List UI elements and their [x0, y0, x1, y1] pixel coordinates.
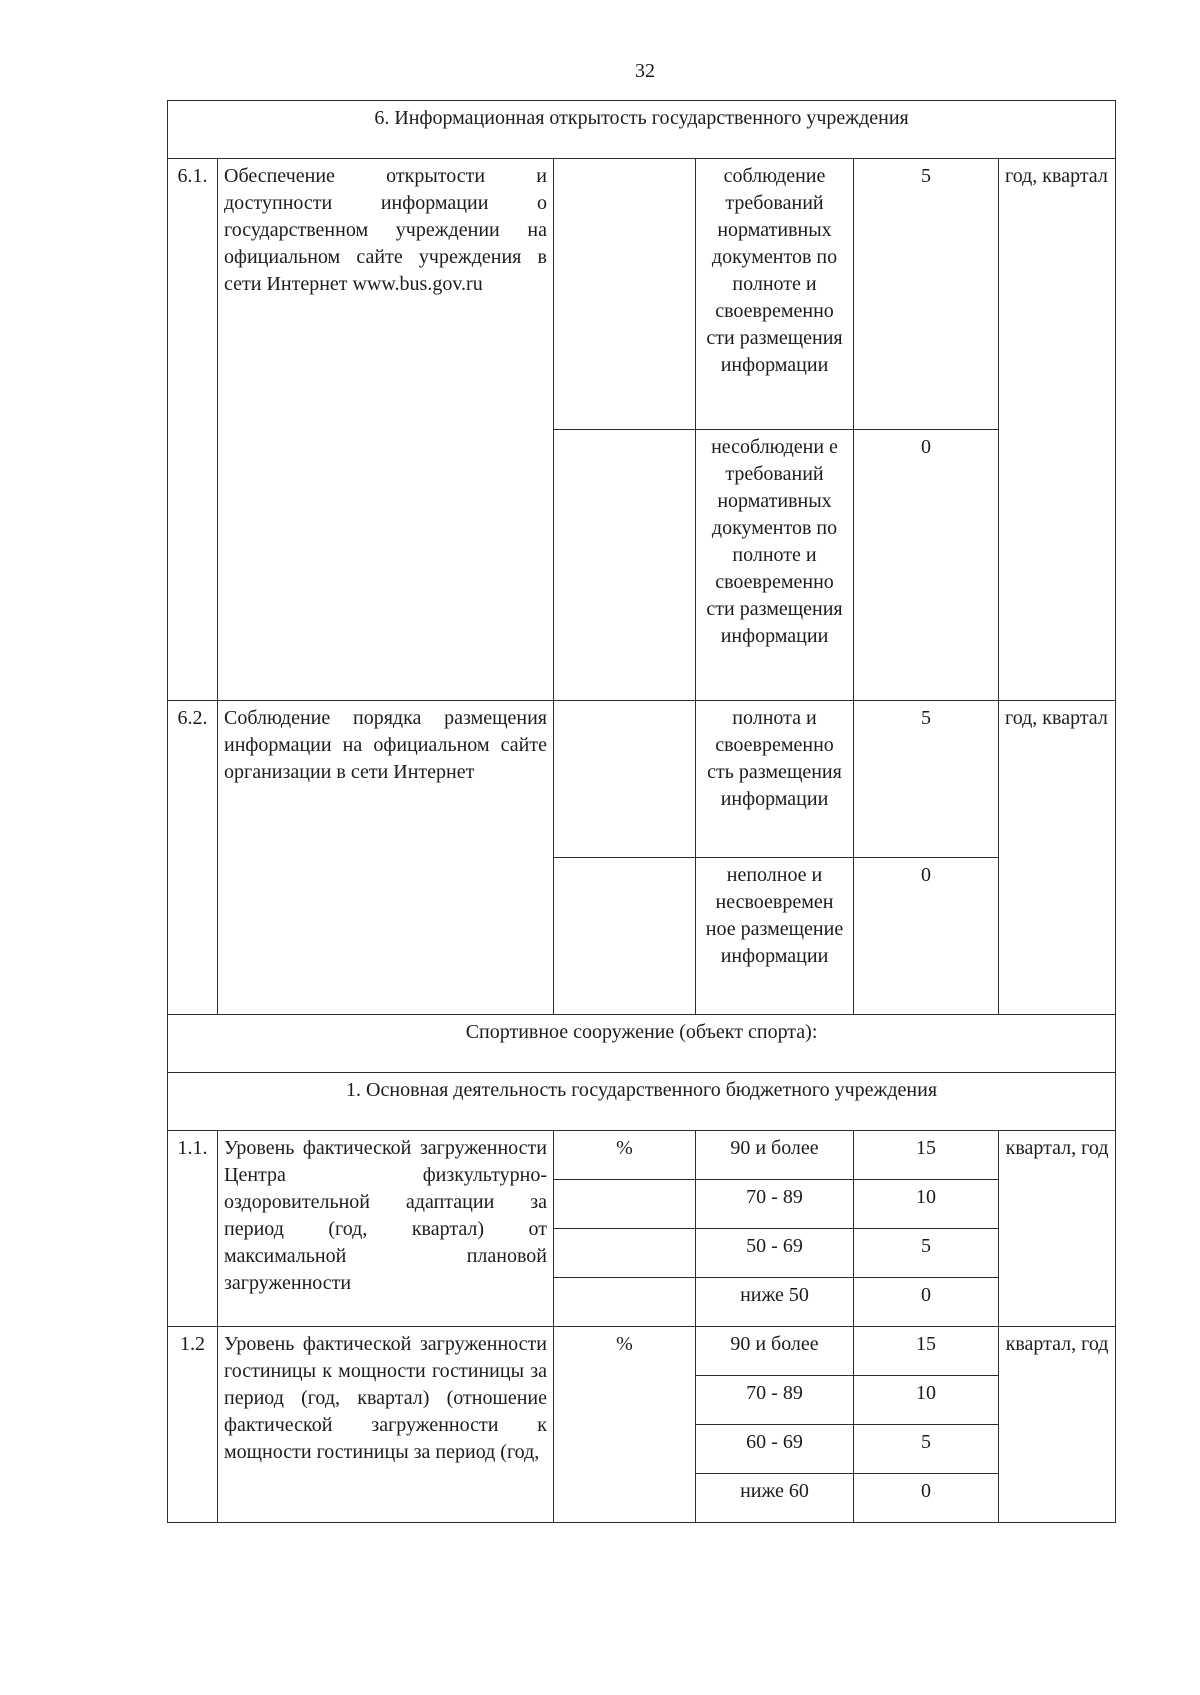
unit-cell: [554, 1180, 696, 1229]
unit-cell: %: [554, 1131, 696, 1180]
criterion-cell: соблюдение требований нормативных документов по полноте и своевременно сти размещения информации: [696, 159, 854, 430]
table-row: [168, 701, 1116, 858]
period-cell: квартал, год: [999, 1131, 1116, 1327]
indicator-description: Уровень фактической загруженности гостиницы к мощности гостиницы за период (год, квартал) (отношение фактической загруженности к мощности гостиницы за период (год,: [218, 1327, 554, 1523]
criterion-cell: ниже 50: [696, 1278, 854, 1327]
score-cell: 5: [854, 701, 999, 858]
section-header: 1. Основная деятельность государственного бюджетного учреждения: [168, 1073, 1116, 1131]
score-cell: 10: [854, 1180, 999, 1229]
section-header-row: [168, 1015, 1116, 1073]
score-cell: 5: [854, 1229, 999, 1278]
criterion-cell: полнота и своевременно сть размещения информации: [696, 701, 854, 858]
criterion-cell: 60 - 69: [696, 1425, 854, 1474]
page-number: 32: [635, 60, 655, 82]
unit-cell: %: [554, 1327, 696, 1523]
criterion-cell: несоблюдени е требований нормативных документов по полноте и своевременно сти размещения информации: [696, 430, 854, 701]
score-cell: 0: [854, 1474, 999, 1523]
score-cell: 0: [854, 430, 999, 701]
score-cell: 5: [854, 159, 999, 430]
unit-cell: [554, 701, 696, 858]
section-header-row: [168, 101, 1116, 159]
indicator-description: Обеспечение открытости и доступности информации о государственном учреждении на официальном сайте учреждения в сети Интернет www.bus.gov.ru: [218, 159, 554, 701]
section-header-row: [168, 1073, 1116, 1131]
score-cell: 0: [854, 1278, 999, 1327]
criterion-cell: 70 - 89: [696, 1376, 854, 1425]
unit-cell: [554, 159, 696, 430]
unit-cell: [554, 1229, 696, 1278]
criterion-cell: ниже 60: [696, 1474, 854, 1523]
row-number: 1.1.: [168, 1131, 218, 1327]
score-cell: 15: [854, 1327, 999, 1376]
period-cell: год, квартал: [999, 701, 1116, 1015]
table-row: [168, 1131, 1116, 1180]
score-cell: 0: [854, 858, 999, 1015]
unit-cell: [554, 430, 696, 701]
score-cell: 10: [854, 1376, 999, 1425]
section-header: 6. Информационная открытость государственного учреждения: [168, 101, 1116, 159]
period-cell: год, квартал: [999, 159, 1116, 701]
criterion-cell: 50 - 69: [696, 1229, 854, 1278]
period-cell: квартал, год: [999, 1327, 1116, 1523]
unit-cell: [554, 1278, 696, 1327]
unit-cell: [554, 858, 696, 1015]
section-header: Спортивное сооружение (объект спорта):: [168, 1015, 1116, 1073]
score-cell: 15: [854, 1131, 999, 1180]
indicator-description: Уровень фактической загруженности Центра физкультурно-оздоровительной адаптации за период (год, квартал) от максимальной плановой загруженности: [218, 1131, 554, 1327]
criterion-cell: 90 и более: [696, 1131, 854, 1180]
criterion-cell: 70 - 89: [696, 1180, 854, 1229]
criterion-cell: неполное и несвоевремен ное размещение информации: [696, 858, 854, 1015]
row-number: 6.1.: [168, 159, 218, 701]
table-row: [168, 159, 1116, 430]
indicator-description: Соблюдение порядка размещения информации на официальном сайте организации в сети Интернет: [218, 701, 554, 1015]
criteria-table: [167, 100, 1116, 1523]
row-number: 1.2: [168, 1327, 218, 1523]
criterion-cell: 90 и более: [696, 1327, 854, 1376]
table-row: [168, 1327, 1116, 1376]
score-cell: 5: [854, 1425, 999, 1474]
row-number: 6.2.: [168, 701, 218, 1015]
